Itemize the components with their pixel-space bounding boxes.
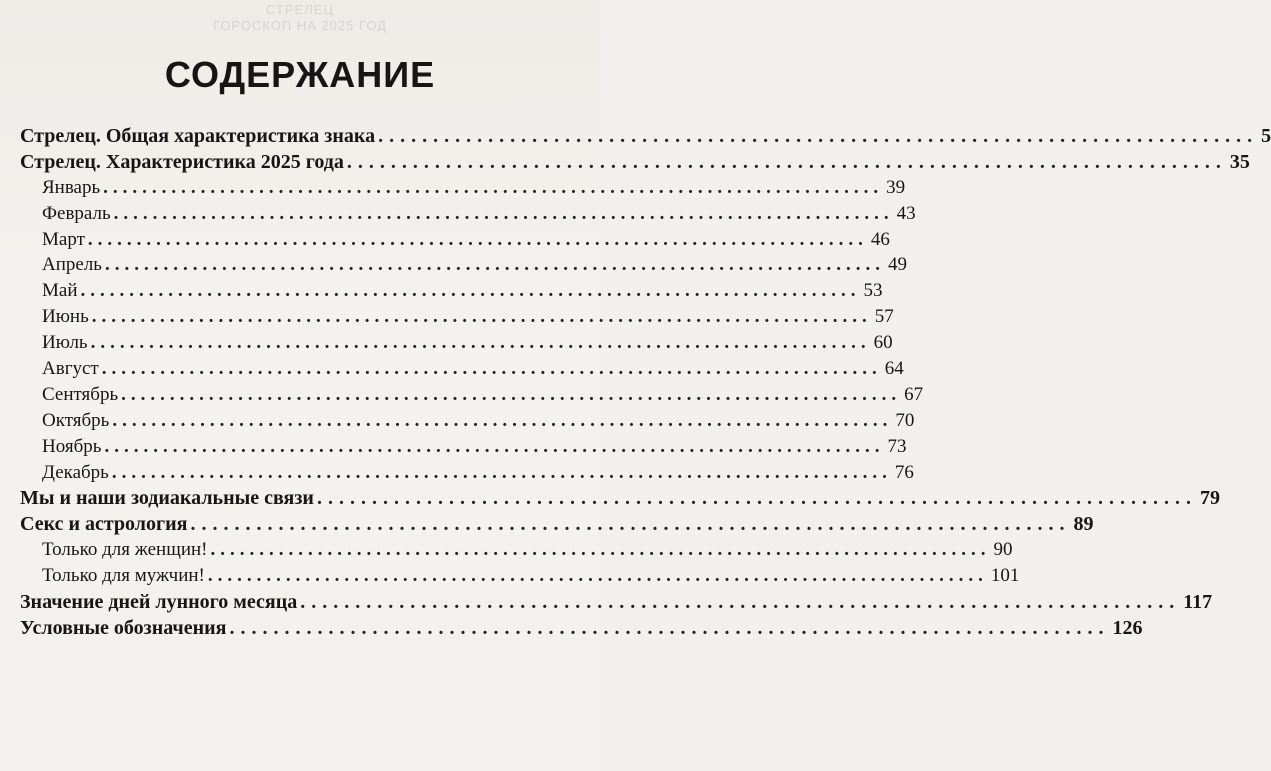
toc-entry-page-number: 73 xyxy=(887,435,907,457)
dot-leader: ................................................................................ xyxy=(229,616,1110,639)
toc-entry-page-number: 60 xyxy=(873,332,893,354)
toc-entry-page-number: 126 xyxy=(1112,616,1143,639)
page-title: СОДЕРЖАНИЕ xyxy=(164,54,436,95)
dot-leader: ................................................................................ xyxy=(113,202,894,224)
toc-entry xyxy=(20,591,1213,617)
toc-entry-page-number: 46 xyxy=(870,228,890,250)
dot-leader: ................................................................................ xyxy=(103,176,884,198)
dot-leader: ................................................................................ xyxy=(346,150,1227,173)
dot-leader: ................................................................................ xyxy=(87,228,868,250)
toc-entry-label: Стрелец. Общая характеристика знака xyxy=(20,125,376,147)
toc-entry-page-number: 101 xyxy=(990,565,1020,587)
toc-entry xyxy=(20,616,1143,643)
toc-entry-page-number: 117 xyxy=(1183,591,1213,614)
toc-entry-label: Май xyxy=(42,280,78,302)
toc-entry-label: Январь xyxy=(42,176,101,198)
toc-entry-label: Значение дней лунного месяца xyxy=(20,591,298,614)
toc-entry xyxy=(20,150,1250,177)
dot-leader: ................................................................................ xyxy=(90,332,871,354)
toc-entry-label: Октябрь xyxy=(42,409,110,431)
toc-entry-label: Только для женщин! xyxy=(42,539,208,561)
toc-entry xyxy=(20,202,916,229)
dot-leader: ................................................................................ xyxy=(104,254,885,276)
table-of-contents xyxy=(20,125,1271,643)
dot-leader: ................................................................................ xyxy=(378,125,1259,147)
toc-entry xyxy=(20,487,1220,513)
toc-entry-page-number: 70 xyxy=(895,409,915,431)
toc-entry xyxy=(20,409,915,436)
toc-entry xyxy=(20,228,890,255)
toc-entry-label: Только для мужчин! xyxy=(42,565,205,587)
toc-entry-label: Апрель xyxy=(42,254,102,276)
toc-entry-page-number: 39 xyxy=(886,176,906,198)
toc-entry xyxy=(20,435,907,462)
toc-entry-page-number: 57 xyxy=(874,306,894,328)
toc-entry xyxy=(20,306,894,332)
toc-entry-page-number: 90 xyxy=(993,539,1013,561)
toc-entry-label: Март xyxy=(42,228,85,250)
toc-entry-page-number: 79 xyxy=(1199,487,1220,510)
dot-leader: ................................................................................ xyxy=(112,409,893,431)
toc-entry-page-number: 35 xyxy=(1229,150,1250,173)
dot-leader: ................................................................................ xyxy=(111,461,892,483)
toc-entry-label: Август xyxy=(42,358,99,380)
toc-entry-page-number: 5 xyxy=(1261,125,1271,147)
bleed-through-line: СТРЕЛЕЦ xyxy=(265,2,335,17)
dot-leader: ................................................................................ xyxy=(300,591,1181,614)
bleed-through-line: ГОРОСКОП НА 2025 ГОД xyxy=(213,18,387,33)
toc-entry-label: Декабрь xyxy=(42,461,109,483)
toc-entry xyxy=(20,513,1094,539)
dot-leader: ................................................................................ xyxy=(104,435,885,457)
toc-entry-page-number: 67 xyxy=(904,383,924,405)
toc-entry-label: Условные обозначения xyxy=(20,616,227,639)
toc-entry-label: Секс и астрология xyxy=(20,513,188,536)
toc-entry-label: Февраль xyxy=(42,202,111,224)
toc-entry-page-number: 49 xyxy=(887,254,907,276)
toc-entry xyxy=(20,280,883,306)
toc-entry-page-number: 76 xyxy=(894,461,914,483)
toc-entry-label: Ноябрь xyxy=(42,435,102,457)
toc-entry-page-number: 43 xyxy=(896,202,916,224)
toc-entry xyxy=(20,125,1271,151)
toc-entry-label: Июнь xyxy=(42,306,89,328)
bleed-through-text xyxy=(200,2,400,34)
toc-entry-label: Стрелец. Характеристика 2025 года xyxy=(20,150,344,173)
toc-entry xyxy=(20,358,904,384)
toc-entry-page-number: 53 xyxy=(863,280,883,302)
toc-entry xyxy=(20,332,893,358)
dot-leader: ................................................................................ xyxy=(121,383,902,405)
toc-entry xyxy=(20,383,924,410)
toc-entry-page-number: 64 xyxy=(884,358,904,380)
dot-leader: ................................................................................ xyxy=(207,565,988,587)
toc-entry-page-number: 89 xyxy=(1073,513,1094,536)
dot-leader: ................................................................................ xyxy=(80,280,861,302)
dot-leader: ................................................................................ xyxy=(101,358,882,380)
toc-entry-label: Июль xyxy=(42,332,88,354)
dot-leader: ................................................................................ xyxy=(210,539,991,561)
dot-leader: ................................................................................ xyxy=(316,487,1197,510)
toc-entry xyxy=(20,254,907,280)
toc-entry-label: Сентябрь xyxy=(42,383,119,405)
toc-entry-label: Мы и наши зодиакальные связи xyxy=(20,487,314,510)
dot-leader: ................................................................................ xyxy=(190,513,1071,536)
toc-entry xyxy=(20,539,1013,565)
dot-leader: ................................................................................ xyxy=(91,306,872,328)
toc-entry xyxy=(20,461,914,488)
toc-entry xyxy=(20,176,906,203)
toc-entry xyxy=(20,565,1020,591)
